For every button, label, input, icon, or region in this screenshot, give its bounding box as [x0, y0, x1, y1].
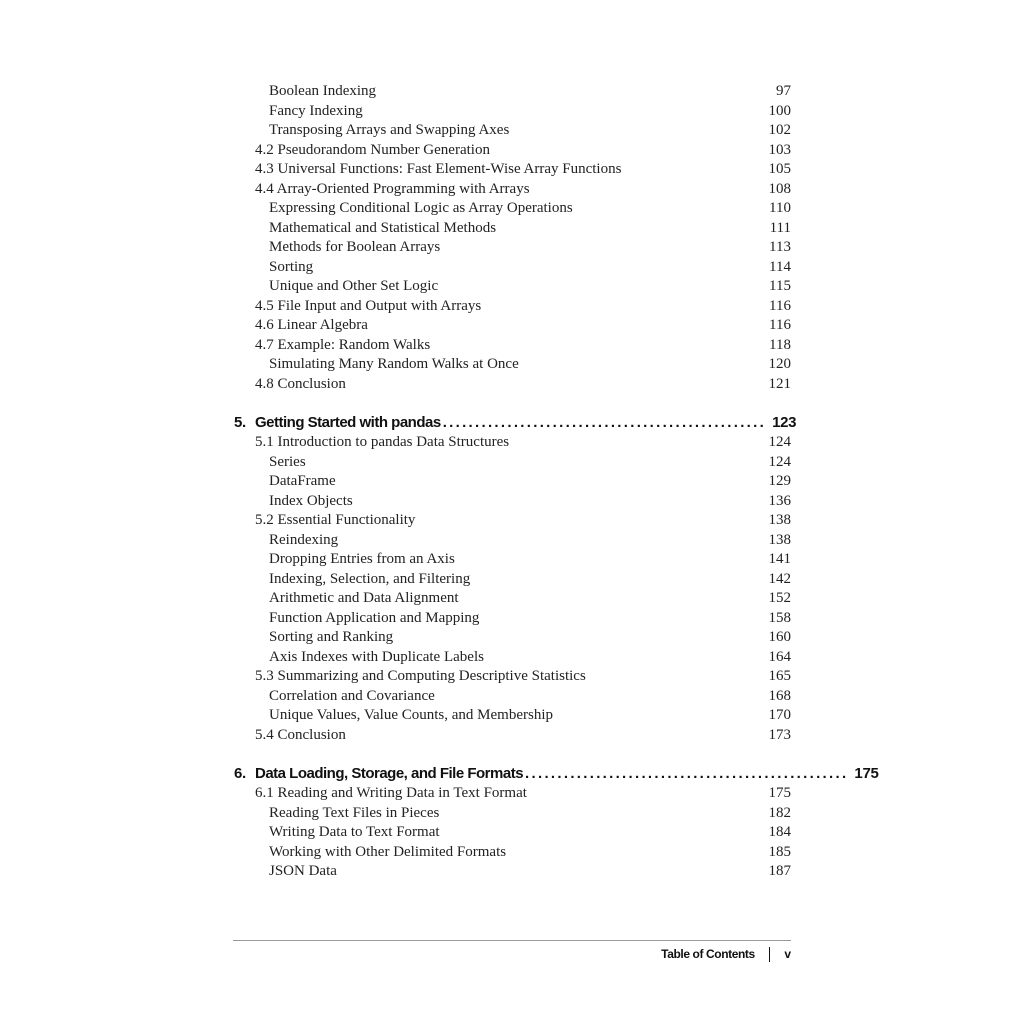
chapter-5-entries	[234, 433, 791, 745]
chapter-heading[interactable]	[234, 412, 797, 433]
toc-subsection-entry[interactable]	[234, 199, 791, 219]
chapter-number: 6.	[234, 765, 246, 782]
entry-page-number: 175	[768, 785, 791, 801]
toc-subsection-entry[interactable]	[234, 687, 791, 707]
entry-page-number: 138	[768, 512, 791, 528]
entry-page-number: 124	[768, 434, 791, 450]
entry-title: Reading Text Files in Pieces	[269, 804, 440, 821]
entry-page-number: 116	[769, 297, 791, 314]
chapter-5-section	[234, 412, 797, 745]
toc-section-entry[interactable]	[234, 336, 791, 356]
toc-subsection-entry[interactable]	[234, 453, 791, 473]
entry-page-number: 108	[768, 180, 791, 197]
entry-title: Boolean Indexing	[269, 83, 377, 99]
entry-title: Indexing, Selection, and Filtering	[269, 570, 471, 587]
entry-title: DataFrame	[269, 473, 336, 489]
toc-subsection-entry[interactable]	[234, 843, 791, 863]
toc-section-entry[interactable]	[234, 784, 791, 804]
entry-page-number: 114	[769, 258, 791, 275]
entry-page-number: 185	[768, 843, 791, 860]
toc-section-entry[interactable]	[234, 316, 791, 336]
entry-page-number: 116	[769, 317, 791, 333]
entry-title: 4.8 Conclusion	[255, 375, 346, 392]
entry-page-number: 111	[769, 219, 791, 236]
entry-title: Unique and Other Set Logic	[269, 278, 439, 294]
toc-subsection-entry[interactable]	[234, 238, 791, 258]
toc-section-entry[interactable]	[234, 297, 791, 317]
toc-section-entry[interactable]	[234, 511, 791, 531]
toc-subsection-entry[interactable]	[234, 609, 791, 629]
entry-title: 4.2 Pseudorandom Number Generation	[255, 141, 490, 158]
entry-page-number: 164	[768, 648, 791, 665]
entry-title: Function Application and Mapping	[269, 609, 480, 626]
footer-divider	[233, 940, 791, 941]
chapter-4-tail-section	[234, 82, 791, 394]
entry-page-number: 142	[768, 570, 791, 587]
toc-subsection-entry[interactable]	[234, 648, 791, 668]
entry-title: 5.1 Introduction to pandas Data Structures	[255, 434, 510, 450]
toc-subsection-entry[interactable]	[234, 472, 791, 492]
toc-subsection-entry[interactable]	[234, 258, 791, 278]
chapter-number: 5.	[234, 414, 246, 431]
entry-page-number: 103	[768, 141, 791, 158]
toc-subsection-entry[interactable]	[234, 706, 791, 726]
entry-page-number: 105	[768, 161, 791, 177]
entry-page-number: 173	[768, 726, 791, 743]
entry-title: Writing Data to Text Format	[269, 824, 440, 840]
entry-title: Unique Values, Value Counts, and Membership	[269, 707, 553, 723]
entry-title: 4.7 Example: Random Walks	[255, 336, 431, 353]
toc-section-entry[interactable]	[234, 141, 791, 161]
chapter-page-number: 123	[772, 414, 797, 431]
entry-title: 5.3 Summarizing and Computing Descriptive Statistics	[255, 668, 586, 684]
entry-page-number: 165	[768, 668, 791, 684]
toc-subsection-entry[interactable]	[234, 862, 791, 882]
entry-title: 6.1 Reading and Writing Data in Text Format	[255, 785, 527, 801]
toc-subsection-entry[interactable]	[234, 219, 791, 239]
entry-page-number: 170	[768, 707, 791, 723]
toc-section-entry[interactable]	[234, 726, 791, 746]
toc-subsection-entry[interactable]	[234, 531, 791, 551]
entry-title: Dropping Entries from an Axis	[269, 551, 455, 567]
entry-title: Correlation and Covariance	[269, 687, 435, 704]
toc-section-entry[interactable]	[234, 433, 791, 453]
toc-subsection-entry[interactable]	[234, 355, 791, 375]
entry-page-number: 118	[769, 336, 791, 353]
entry-title: 5.2 Essential Functionality	[255, 512, 416, 528]
entry-page-number: 141	[768, 551, 791, 567]
dot-leader: ..................................................	[442, 414, 767, 431]
dot-leader: ..................................................	[525, 765, 849, 782]
entry-page-number: 124	[768, 453, 791, 470]
chapter-heading[interactable]	[234, 763, 879, 784]
toc-subsection-entry[interactable]	[234, 82, 791, 102]
entry-title: Transposing Arrays and Swapping Axes	[269, 122, 510, 138]
entry-title: Mathematical and Statistical Methods	[269, 219, 497, 236]
chapter-title: Data Loading, Storage, and File Formats	[255, 765, 524, 782]
entry-page-number: 136	[768, 492, 791, 509]
chapter-6-section	[234, 763, 879, 882]
entry-title: JSON Data	[269, 863, 337, 879]
toc-section-entry[interactable]	[234, 667, 791, 687]
entry-title: Sorting and Ranking	[269, 629, 394, 645]
entry-title: Reindexing	[269, 531, 339, 548]
entry-page-number: 129	[768, 473, 791, 489]
entry-page-number: 120	[768, 356, 791, 372]
entry-page-number: 158	[768, 609, 791, 626]
page-footer	[661, 944, 791, 964]
entry-page-number: 100	[768, 102, 791, 119]
entry-page-number: 160	[768, 629, 791, 645]
entry-title: 4.5 File Input and Output with Arrays	[255, 297, 482, 314]
entry-page-number: 152	[768, 590, 791, 606]
entry-page-number: 184	[768, 824, 791, 840]
entry-title: 4.4 Array-Oriented Programming with Arrays	[255, 180, 530, 197]
entry-page-number: 97	[776, 83, 791, 99]
footer-page-number: v	[784, 947, 791, 961]
entry-page-number: 115	[769, 278, 791, 294]
entry-title: Working with Other Delimited Formats	[269, 843, 507, 860]
toc-subsection-entry[interactable]	[234, 570, 791, 590]
entry-title: Fancy Indexing	[269, 102, 363, 119]
entry-page-number: 102	[768, 122, 791, 138]
toc-subsection-entry[interactable]	[234, 121, 791, 141]
entry-title: 5.4 Conclusion	[255, 726, 346, 743]
entry-title: Methods for Boolean Arrays	[269, 239, 441, 255]
toc-subsection-entry[interactable]	[234, 628, 791, 648]
toc-section-entry[interactable]	[234, 180, 791, 200]
toc-subsection-entry[interactable]	[234, 804, 791, 824]
chapter-page-number: 175	[854, 765, 879, 782]
toc-subsection-entry[interactable]	[234, 492, 791, 512]
entry-page-number: 113	[769, 239, 791, 255]
toc-subsection-entry[interactable]	[234, 277, 791, 297]
entry-title: Index Objects	[269, 492, 353, 509]
toc-section-entry[interactable]	[234, 160, 791, 180]
entry-page-number: 182	[768, 804, 791, 821]
entry-page-number: 138	[768, 531, 791, 548]
entry-page-number: 121	[768, 375, 791, 392]
toc-subsection-entry[interactable]	[234, 550, 791, 570]
toc-section-entry[interactable]	[234, 375, 791, 395]
entry-title: Series	[269, 453, 306, 470]
footer-separator	[769, 947, 771, 962]
entry-title: Axis Indexes with Duplicate Labels	[269, 648, 484, 665]
entry-page-number: 187	[768, 863, 791, 879]
entry-title: Expressing Conditional Logic as Array Operations	[269, 200, 573, 216]
entry-page-number: 168	[768, 687, 791, 704]
entry-title: 4.3 Universal Functions: Fast Element-Wise Array Functions	[255, 161, 622, 177]
toc-subsection-entry[interactable]	[234, 823, 791, 843]
entry-title: Sorting	[269, 258, 314, 275]
entry-title: Arithmetic and Data Alignment	[269, 590, 459, 606]
entry-title: Simulating Many Random Walks at Once	[269, 356, 519, 372]
entry-title: 4.6 Linear Algebra	[255, 317, 368, 333]
footer-section-label: Table of Contents	[661, 947, 755, 961]
toc-subsection-entry[interactable]	[234, 102, 791, 122]
chapter-6-entries	[234, 784, 791, 882]
chapter-title: Getting Started with pandas	[255, 414, 441, 431]
entry-page-number: 110	[769, 200, 791, 216]
toc-subsection-entry[interactable]	[234, 589, 791, 609]
